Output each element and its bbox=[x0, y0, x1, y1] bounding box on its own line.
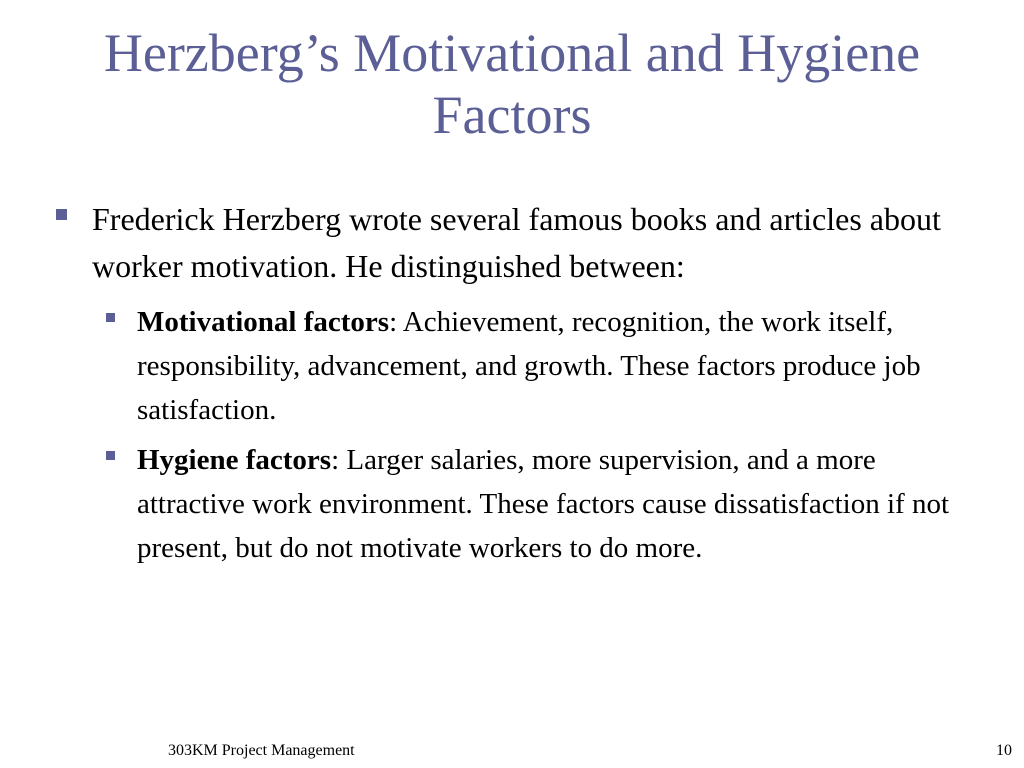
main-bullet-text: Frederick Herzberg wrote several famous books and articles about worker motivation. He distinguished between: bbox=[92, 201, 941, 284]
slide-content bbox=[0, 196, 1024, 576]
main-bullet bbox=[92, 196, 942, 290]
hygiene-factors-label: Hygiene factors bbox=[137, 444, 332, 476]
motivational-factors-label: Motivational factors bbox=[137, 306, 390, 338]
square-bullet-icon bbox=[56, 209, 67, 220]
sub-bullet-hygiene bbox=[137, 438, 982, 570]
hygiene-factors-text: : Larger salaries, more supervision, and a more attractive work environment. These factors cause dissatisfaction if not present, but do not motivate workers to do more. bbox=[137, 444, 949, 564]
square-bullet-icon bbox=[106, 451, 115, 460]
sub-bullet-list bbox=[0, 300, 1024, 570]
square-bullet-icon bbox=[106, 313, 115, 322]
sub-bullet-motivational bbox=[137, 300, 982, 432]
footer-course-name: 303KM Project Management bbox=[168, 742, 355, 759]
footer-page-number: 10 bbox=[996, 742, 1012, 759]
motivational-factors-text: : Achievement, recognition, the work itself, responsibility, advancement, and growth. These factors produce job satisfaction. bbox=[137, 306, 921, 426]
slide-title: Herzberg’s Motivational and Hygiene Factors bbox=[103, 23, 921, 145]
